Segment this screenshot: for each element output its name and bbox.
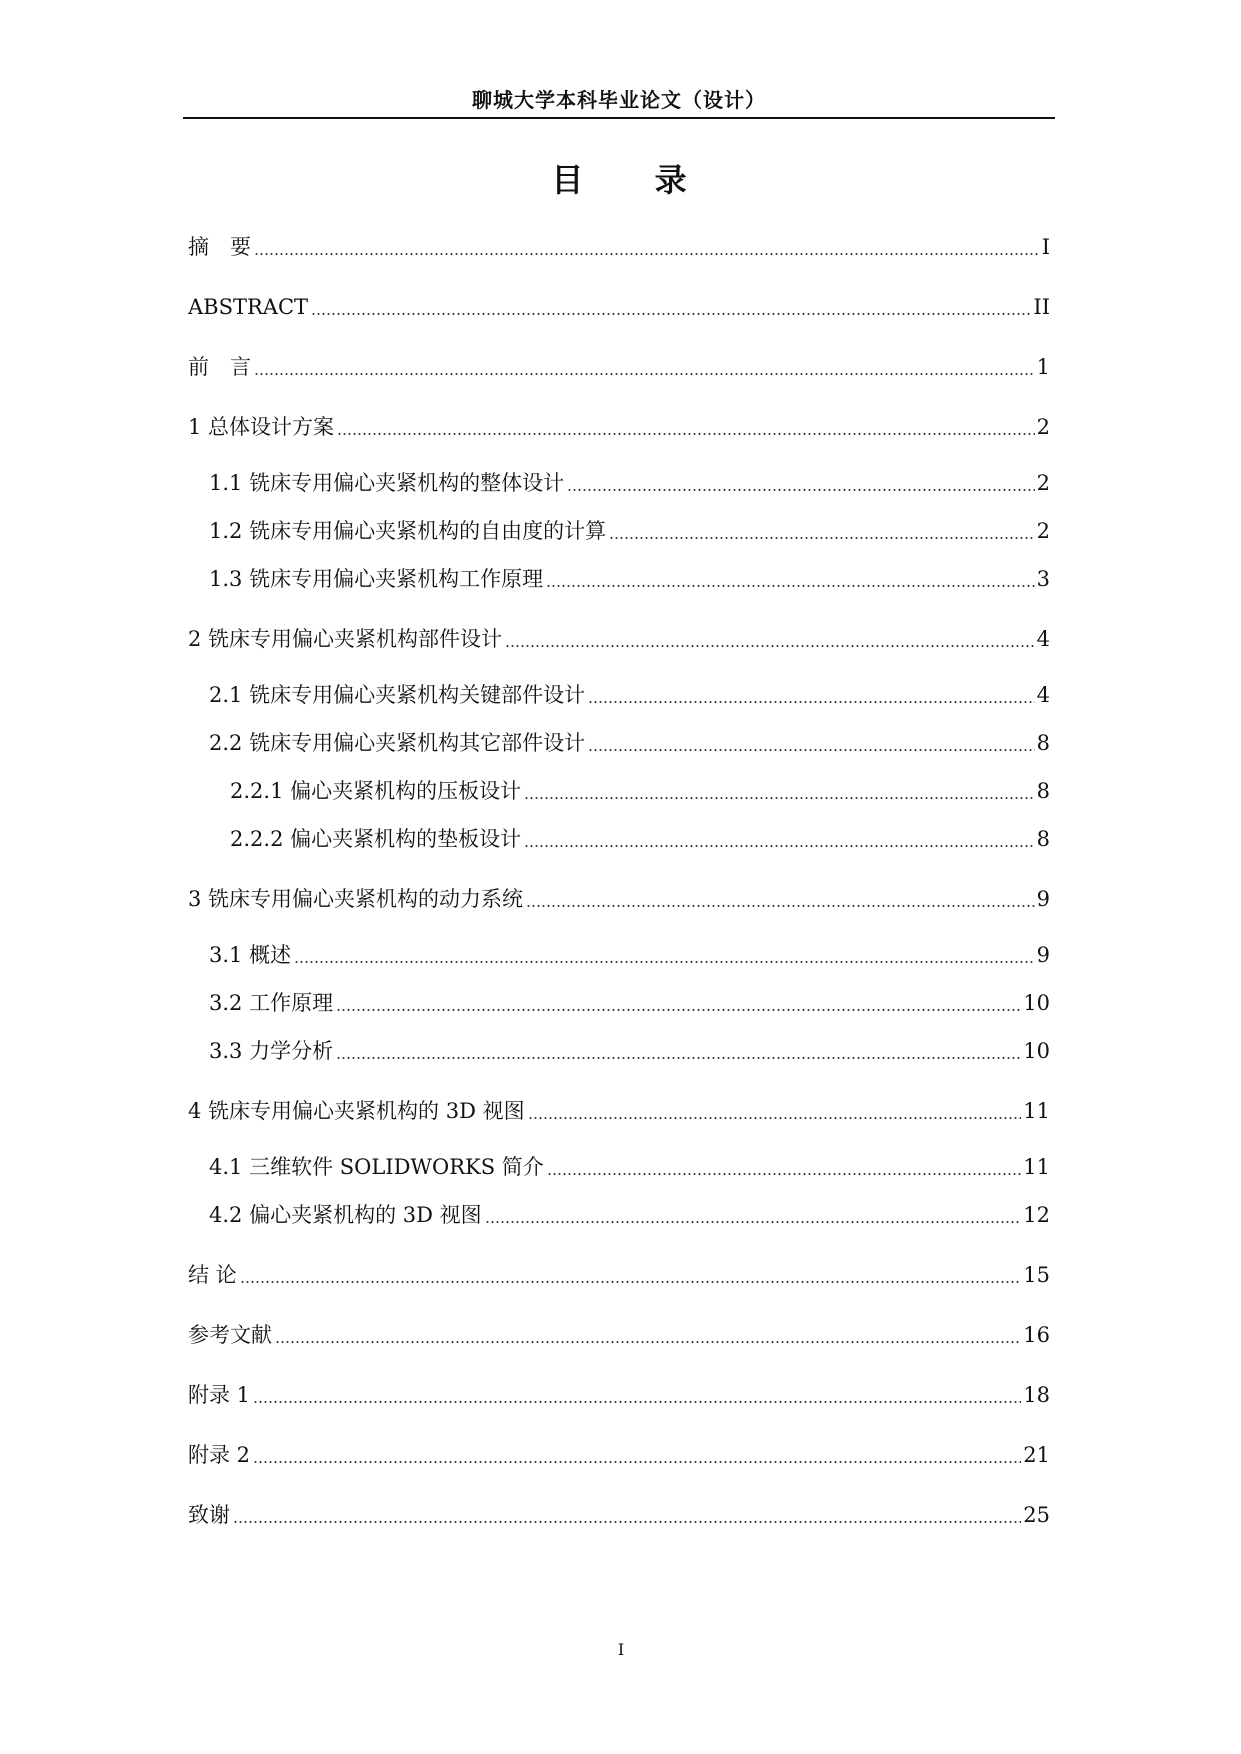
dot-leader bbox=[240, 1281, 1022, 1283]
toc-entry[interactable] bbox=[188, 772, 1050, 806]
dot-leader bbox=[526, 905, 1035, 907]
toc-entry-page: 11 bbox=[1023, 1099, 1050, 1123]
toc-title: 目 录 bbox=[551, 161, 717, 199]
dot-leader bbox=[336, 1009, 1021, 1011]
toc-entry-label: 结 论 bbox=[188, 1263, 237, 1287]
toc-entry-page: 9 bbox=[1036, 887, 1050, 911]
toc-entry[interactable] bbox=[188, 936, 1050, 970]
toc-entry-page: 1 bbox=[1036, 355, 1050, 379]
toc-entry-label: 1.2 铣床专用偏心夹紧机构的自由度的计算 bbox=[209, 519, 607, 543]
toc-entry-page: 2 bbox=[1036, 415, 1050, 439]
toc-entry-page: 8 bbox=[1036, 731, 1050, 755]
dot-leader bbox=[337, 433, 1035, 435]
dot-leader bbox=[609, 537, 1035, 539]
toc-entry-label: 3 铣床专用偏心夹紧机构的动力系统 bbox=[188, 887, 524, 911]
toc-entry[interactable] bbox=[188, 348, 1050, 382]
dot-leader bbox=[253, 1401, 1021, 1403]
header-rule bbox=[183, 117, 1055, 119]
dot-leader bbox=[485, 1221, 1022, 1223]
toc-entry-label: 前 言 bbox=[188, 355, 251, 379]
toc-entry[interactable] bbox=[188, 512, 1050, 546]
toc-entry[interactable] bbox=[188, 288, 1050, 322]
dot-leader bbox=[567, 489, 1035, 491]
dot-leader bbox=[524, 845, 1035, 847]
toc-entry[interactable] bbox=[188, 724, 1050, 758]
toc-entry-page: 10 bbox=[1023, 991, 1050, 1015]
toc-entry-page: 2 bbox=[1036, 471, 1050, 495]
toc-entry-label: 附录 1 bbox=[188, 1383, 251, 1407]
toc-entry-label: 2 铣床专用偏心夹紧机构部件设计 bbox=[188, 627, 503, 651]
toc-entry-label: 致谢 bbox=[188, 1503, 230, 1527]
dot-leader bbox=[524, 797, 1035, 799]
toc-entry-page: 15 bbox=[1023, 1263, 1050, 1287]
toc-entry[interactable] bbox=[188, 1148, 1050, 1182]
dot-leader bbox=[546, 585, 1035, 587]
toc-entry-page: 12 bbox=[1023, 1203, 1050, 1227]
toc-entry-label: 2.2.1 偏心夹紧机构的压板设计 bbox=[230, 779, 522, 803]
toc-entry-label: 4.1 三维软件 SOLIDWORKS 简介 bbox=[209, 1155, 544, 1179]
toc-entry-label: ABSTRACT bbox=[188, 295, 309, 319]
toc-entry-label: 4 铣床专用偏心夹紧机构的 3D 视图 bbox=[188, 1099, 525, 1123]
dot-leader bbox=[254, 373, 1035, 375]
toc-entry-label: 4.2 偏心夹紧机构的 3D 视图 bbox=[209, 1203, 482, 1227]
running-header: 聊城大学本科毕业论文（设计） bbox=[472, 88, 766, 112]
toc-entry-page: 9 bbox=[1036, 943, 1050, 967]
toc-entry[interactable] bbox=[188, 228, 1050, 262]
dot-leader bbox=[547, 1173, 1021, 1175]
toc-entry[interactable] bbox=[188, 620, 1050, 654]
toc-entry-label: 1 总体设计方案 bbox=[188, 415, 335, 439]
toc-entry[interactable] bbox=[188, 880, 1050, 914]
toc-entry-label: 参考文献 bbox=[188, 1323, 272, 1347]
toc-entry[interactable] bbox=[188, 1032, 1050, 1066]
toc-entry-page: II bbox=[1033, 295, 1050, 319]
toc-entry-label: 1.1 铣床专用偏心夹紧机构的整体设计 bbox=[209, 471, 565, 495]
toc-entry-label: 附录 2 bbox=[188, 1443, 251, 1467]
dot-leader bbox=[254, 253, 1040, 255]
dot-leader bbox=[253, 1461, 1021, 1463]
table-of-contents bbox=[188, 228, 1050, 1530]
toc-entry[interactable] bbox=[188, 1436, 1050, 1470]
toc-entry-label: 2.1 铣床专用偏心夹紧机构关键部件设计 bbox=[209, 683, 586, 707]
toc-entry[interactable] bbox=[188, 1316, 1050, 1350]
toc-entry-page: 16 bbox=[1023, 1323, 1050, 1347]
toc-entry-page: 21 bbox=[1023, 1443, 1050, 1467]
toc-entry-label: 3.3 力学分析 bbox=[209, 1039, 334, 1063]
toc-entry-page: 25 bbox=[1023, 1503, 1050, 1527]
toc-entry[interactable] bbox=[188, 1092, 1050, 1126]
toc-entry[interactable] bbox=[188, 1496, 1050, 1530]
toc-entry-page: 4 bbox=[1036, 683, 1050, 707]
toc-entry-page: 10 bbox=[1023, 1039, 1050, 1063]
toc-entry-page: 8 bbox=[1036, 779, 1050, 803]
toc-entry-label: 摘 要 bbox=[188, 235, 251, 259]
toc-entry[interactable] bbox=[188, 676, 1050, 710]
toc-entry-label: 2.2.2 偏心夹紧机构的垫板设计 bbox=[230, 827, 522, 851]
toc-entry[interactable] bbox=[188, 408, 1050, 442]
toc-entry-page: 8 bbox=[1036, 827, 1050, 851]
toc-entry-label: 3.1 概述 bbox=[209, 943, 292, 967]
toc-entry[interactable] bbox=[188, 984, 1050, 1018]
toc-entry[interactable] bbox=[188, 1196, 1050, 1230]
dot-leader bbox=[294, 961, 1035, 963]
toc-entry-label: 1.3 铣床专用偏心夹紧机构工作原理 bbox=[209, 567, 544, 591]
toc-entry-page: 4 bbox=[1036, 627, 1050, 651]
toc-entry-label: 2.2 铣床专用偏心夹紧机构其它部件设计 bbox=[209, 731, 586, 755]
dot-leader bbox=[275, 1341, 1021, 1343]
page-number: I bbox=[617, 1640, 625, 1659]
dot-leader bbox=[528, 1117, 1022, 1119]
toc-entry[interactable] bbox=[188, 464, 1050, 498]
toc-entry[interactable] bbox=[188, 820, 1050, 854]
dot-leader bbox=[336, 1057, 1021, 1059]
toc-entry-page: 11 bbox=[1023, 1155, 1050, 1179]
dot-leader bbox=[588, 749, 1035, 751]
dot-leader bbox=[233, 1521, 1021, 1523]
toc-entry-page: 2 bbox=[1036, 519, 1050, 543]
toc-entry-page: I bbox=[1041, 235, 1050, 259]
toc-entry[interactable] bbox=[188, 1376, 1050, 1410]
toc-entry-page: 3 bbox=[1036, 567, 1050, 591]
toc-entry-label: 3.2 工作原理 bbox=[209, 991, 334, 1015]
dot-leader bbox=[588, 701, 1035, 703]
dot-leader bbox=[311, 313, 1031, 315]
toc-entry-page: 18 bbox=[1023, 1383, 1050, 1407]
toc-entry[interactable] bbox=[188, 1256, 1050, 1290]
toc-entry[interactable] bbox=[188, 560, 1050, 594]
dot-leader bbox=[505, 645, 1035, 647]
